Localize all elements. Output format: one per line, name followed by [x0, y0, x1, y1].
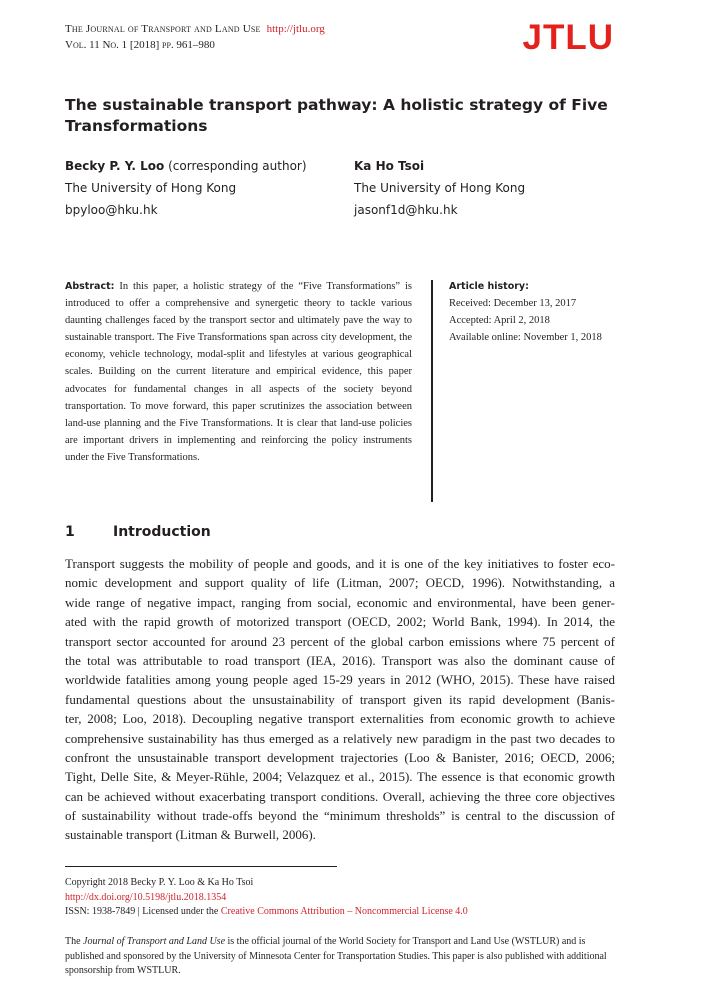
author-affiliation: The University of Hong Kong — [65, 181, 237, 195]
journal-note — [65, 935, 621, 979]
received-date: Received: December 13, 2017 — [449, 298, 577, 309]
abstract-text: In this paper, a holistic strategy of the “Five Transformations” is introduced to offer a comprehensive and synergetic theory to tackle various daunting challenges faced by the transport sector and ultimately pave the way to sustainable transport. The Five Transformations span across city development, the economy, vehicle technology, modal-split and lifestyles at various geographical scales. Building on the current literature and empirical evidence, this paper advocates for fundamental changes in all aspects of the society beyond transportation. To move forward, this paper scrutinizes the association between land-use planning and the Five Transformations. It is clear that land-use policies are important drivers in implementing and reinforcing the policy instruments under the Five Transformations. — [65, 281, 412, 463]
author-block-2 — [354, 155, 525, 221]
body-line: confront the unsustainable transport development trajectories (Loo & Banister, 2016; OECD, 2006; — [65, 749, 615, 765]
body-line: Transport suggests the mobility of people and goods, and it is one of the key initiatives to foster eco- — [65, 556, 615, 571]
body-line: wide range of negative impact, ranging from social, economic and environmental, have been gener- — [65, 594, 615, 610]
paper-title: The sustainable transport pathway: A holistic strategy of Five Transformations — [65, 96, 608, 135]
body-paragraph — [65, 554, 615, 845]
body-line: can be achieved without exacerbating transport conditions. Overall, achieving the three core objectives — [65, 788, 615, 804]
issn-text: ISSN: 1938-7849 | Licensed under the — [65, 906, 221, 917]
body-line: comprehensive sustainability has thus emerged as a relatively new paradigm in the past two decades to — [65, 730, 615, 746]
license-link[interactable]: Creative Commons Attribution – Noncommercial License 4.0 — [220, 906, 468, 917]
author-block-1 — [65, 155, 307, 221]
note-prefix: The — [65, 936, 84, 947]
copyright-footer — [65, 876, 625, 920]
section-title: Introduction — [113, 524, 211, 540]
body-line: ter, 2008; Loo, 2018). Decoupling negative transport externalities from economic growth to achieve — [65, 711, 615, 727]
body-line: transport sector accounted for around 23 percent of the global carbon emissions where 75 percent of — [65, 633, 615, 649]
journal-url-link[interactable]: http://jtlu.org — [266, 23, 325, 35]
body-line: sustainable transport (Litman & Burwell, 2006). — [65, 827, 316, 843]
volume-info: Vol. 11 No. 1 [2018] pp. 961–980 — [65, 39, 215, 51]
body-line: nomic development and support quality of life (Litman, 2007; OECD, 1996). Notwithstanding, a — [65, 575, 615, 591]
article-history — [449, 278, 619, 346]
body-line: the total was attributable to road transport (IEA, 2016). Transport was also the dominant cause of — [65, 652, 615, 668]
author-name: Ka Ho Tsoi — [354, 159, 425, 173]
note-rest: is the official journal of the World Society for Transport and Land Use (WSTLUR) and is published and sponsored by the University of Minnesota Center for Transportation Studies. This paper is also published with additional sponsorship from WSTLUR. — [65, 936, 607, 976]
body-line: ated with the rapid growth of motorized transport (OECD, 2002; World Bank, 1994). In 2014, the — [65, 614, 615, 630]
article-history-label: Article history: — [449, 281, 529, 292]
journal-name: The Journal of Transport and Land Use — [65, 23, 261, 35]
body-line: of sustainability without trade-offs beyond the “minimum thresholds” is central to the discussion of — [65, 808, 615, 824]
author-note: (corresponding author) — [164, 159, 307, 173]
abstract-label: Abstract: — [65, 281, 115, 292]
jtlu-logo: JTLU — [522, 18, 614, 57]
body-line: worldwide fatalities among young people aged 15-29 years in 2012 (WHO, 2015). These have raised — [65, 672, 615, 688]
copyright-text: Copyright 2018 Becky P. Y. Loo & Ka Ho Tsoi — [65, 877, 254, 888]
footer-divider — [65, 866, 337, 867]
abstract — [65, 278, 412, 466]
journal-header — [65, 21, 325, 53]
body-line: Tight, Delle Site, & Meyer-Rühle, 2004; Velazquez et al., 2015). The essence is that economic growth — [65, 769, 615, 785]
doi-link[interactable]: http://dx.doi.org/10.5198/jtlu.2018.1354 — [65, 891, 227, 903]
abstract-divider — [431, 280, 433, 502]
body-line: fundamental questions about the unsustainability of transport given its rapid development (Banis- — [65, 691, 615, 707]
author-email[interactable]: bpyloo@hku.hk — [65, 203, 158, 217]
note-journal-name: Journal of Transport and Land Use — [83, 936, 226, 947]
author-name: Becky P. Y. Loo — [65, 159, 165, 173]
section-heading — [65, 522, 211, 542]
author-email[interactable]: jasonf1d@hku.hk — [354, 203, 458, 217]
author-affiliation: The University of Hong Kong — [354, 181, 526, 195]
available-online-date: Available online: November 1, 2018 — [449, 332, 602, 343]
section-number: 1 — [65, 524, 75, 540]
accepted-date: Accepted: April 2, 2018 — [449, 315, 550, 326]
